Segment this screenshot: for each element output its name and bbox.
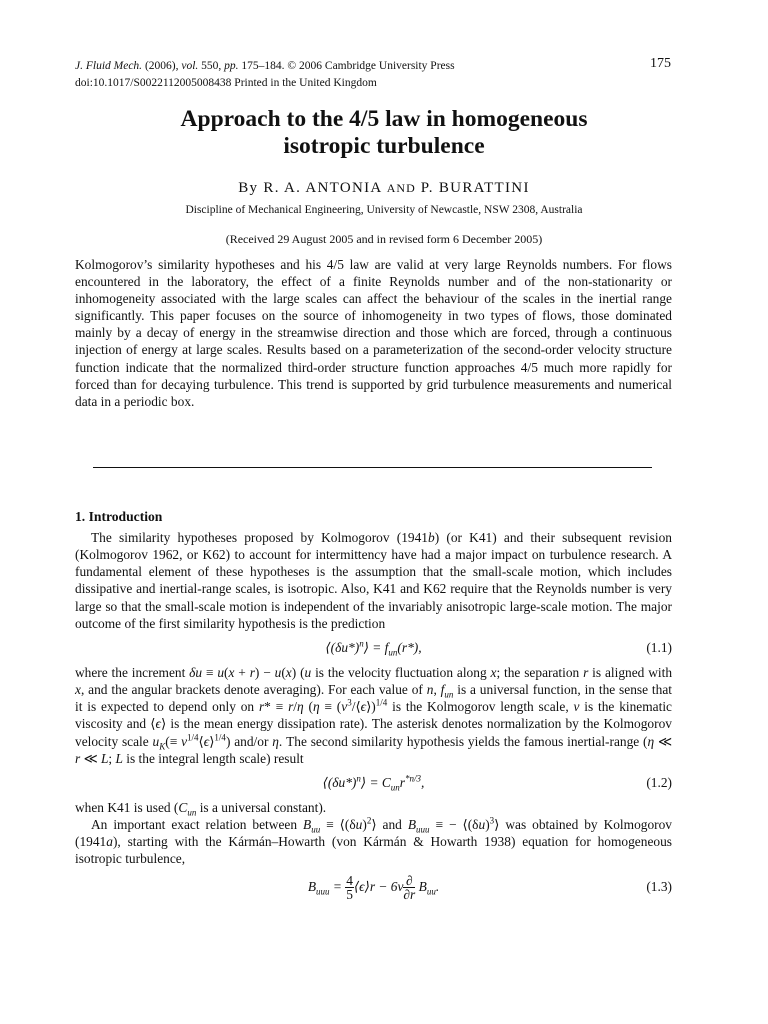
equation-number: (1.1) [646, 639, 672, 655]
title-line-1: Approach to the 4/5 law in homogeneous [180, 106, 588, 132]
abstract-divider [93, 467, 652, 468]
section-heading: 1. Introduction [75, 509, 163, 524]
equation-number: (1.3) [646, 878, 672, 894]
abstract: Kolmogorov’s similarity hypotheses and his 4/5 law are valid at very large Reynolds numbers. For flows encountered in the laboratory, the effect of a finite Reynolds number and of the non-stationarity or inhomogeneity associated with the large scales can affect the behaviour of the scales in the inertial range significantly. This paper focuses on the source of inhomogeneity in two types of flows, those dominated mainly by a decay of energy in the streamwise direction and those which are forced, through a continuous injection of energy at large scales. Results based on a parameterization of the second-order velocity structure function indicate that the normalized third-order structure function approaches 4/5 much more rapidly for forced than for decaying turbulence. This trend is supported by grid turbulence measurements and numerical data in a periodic box. [75, 257, 672, 409]
equation-1-3 [75, 868, 672, 906]
equation-expression: $⟨(\delta u*)^n⟩ = f_{un}(r*)$, [325, 638, 422, 658]
paragraph: when K41 is used ($C_{un}$ is a universal constant). [75, 799, 327, 818]
paragraph: where the increment δu ≡ u(x + r) − u(x) (u is the velocity fluctuation along x; the separation r is aligned with x, and the angular brackets denote averaging). For each value of n, $f_{un}$ is a universal function, in the sense that it is expected to depend only on r* ≡ r/η ($\eta \equiv (\nu^3/⟨\epsilon⟩)^{1/4}$ is the Kolmogorov length scale, ν is the kinematic viscosity and ⟨ϵ⟩ is the mean energy dissipation rate). The asterisk denotes normalization by the Kolmogorov velocity scale $u_K(\equiv$ $\nu^{1/4}⟨\epsilon⟩^{1/4}$) and/or η. The second similarity hypothesis yields the famous inertial-range (η ≪ r ≪ L; L is the integral length scale) result [75, 664, 673, 766]
received-dates: (Received 29 August 2005 and in revised form 6 December 2005) [225, 232, 543, 246]
journal-citation-line: J. Fluid Mech. (2006), vol. 550, pp. 175–184. © 2006 Cambridge University Press [75, 60, 455, 72]
equation-number: (1.2) [646, 774, 672, 790]
paper-title [0, 106, 768, 160]
equation-expression: $⟨(\delta u*)^n⟩ = C_{un}r^{*n/3}$, [322, 773, 425, 793]
equation-1-1 [75, 632, 672, 664]
journal-header [75, 58, 455, 92]
equation-expression: $B_{uuu}$ = $\frac{4}{5}$ ⟨ϵ⟩r − 6ν $\frac{\partial}{\partial r}$ $B_{uu}$. [307, 872, 440, 902]
title-line-2: isotropic turbulence [283, 133, 485, 159]
doi-line: doi:10.1017/S0022112005008438 Printed in the United Kingdom [75, 77, 377, 89]
page-number: 175 [650, 56, 671, 71]
equation-1-2 [75, 767, 672, 799]
paragraph: An important exact relation between $B_{uu}$ ≡ $⟨(\delta u)^2⟩$ and $B_{uuu}$ ≡ − $⟨(\delta u)^3⟩$ was obtained by Kolmogorov (1941a), starting with the Kármán–Howarth (von Kármán & Howarth 1938) equation for homogeneous isotropic turbulence, [75, 815, 673, 867]
introduction-body [75, 529, 672, 906]
paragraph: The similarity hypotheses proposed by Kolmogorov (1941b) (or K41) and their subsequent revision (Kolmogorov 1962, or K62) to account for intermittency have had a major impact on turbulence research. A fundamental element of these hypotheses is the assumption that the small-scale motion, which includes dissipative and inertial-range scales, is isotropic. Also, K41 and K62 require that the Reynolds number is very large so that the small-scale motion is independent of the invariably anisotropic large-scale motion. The major outcome of the first similarity hypothesis is the prediction [75, 530, 672, 631]
affiliation: Discipline of Mechanical Engineering, University of Newcastle, NSW 2308, Australia [185, 204, 583, 216]
author-line: By R. A. ANTONIA AND P. BURATTINI [238, 180, 530, 196]
